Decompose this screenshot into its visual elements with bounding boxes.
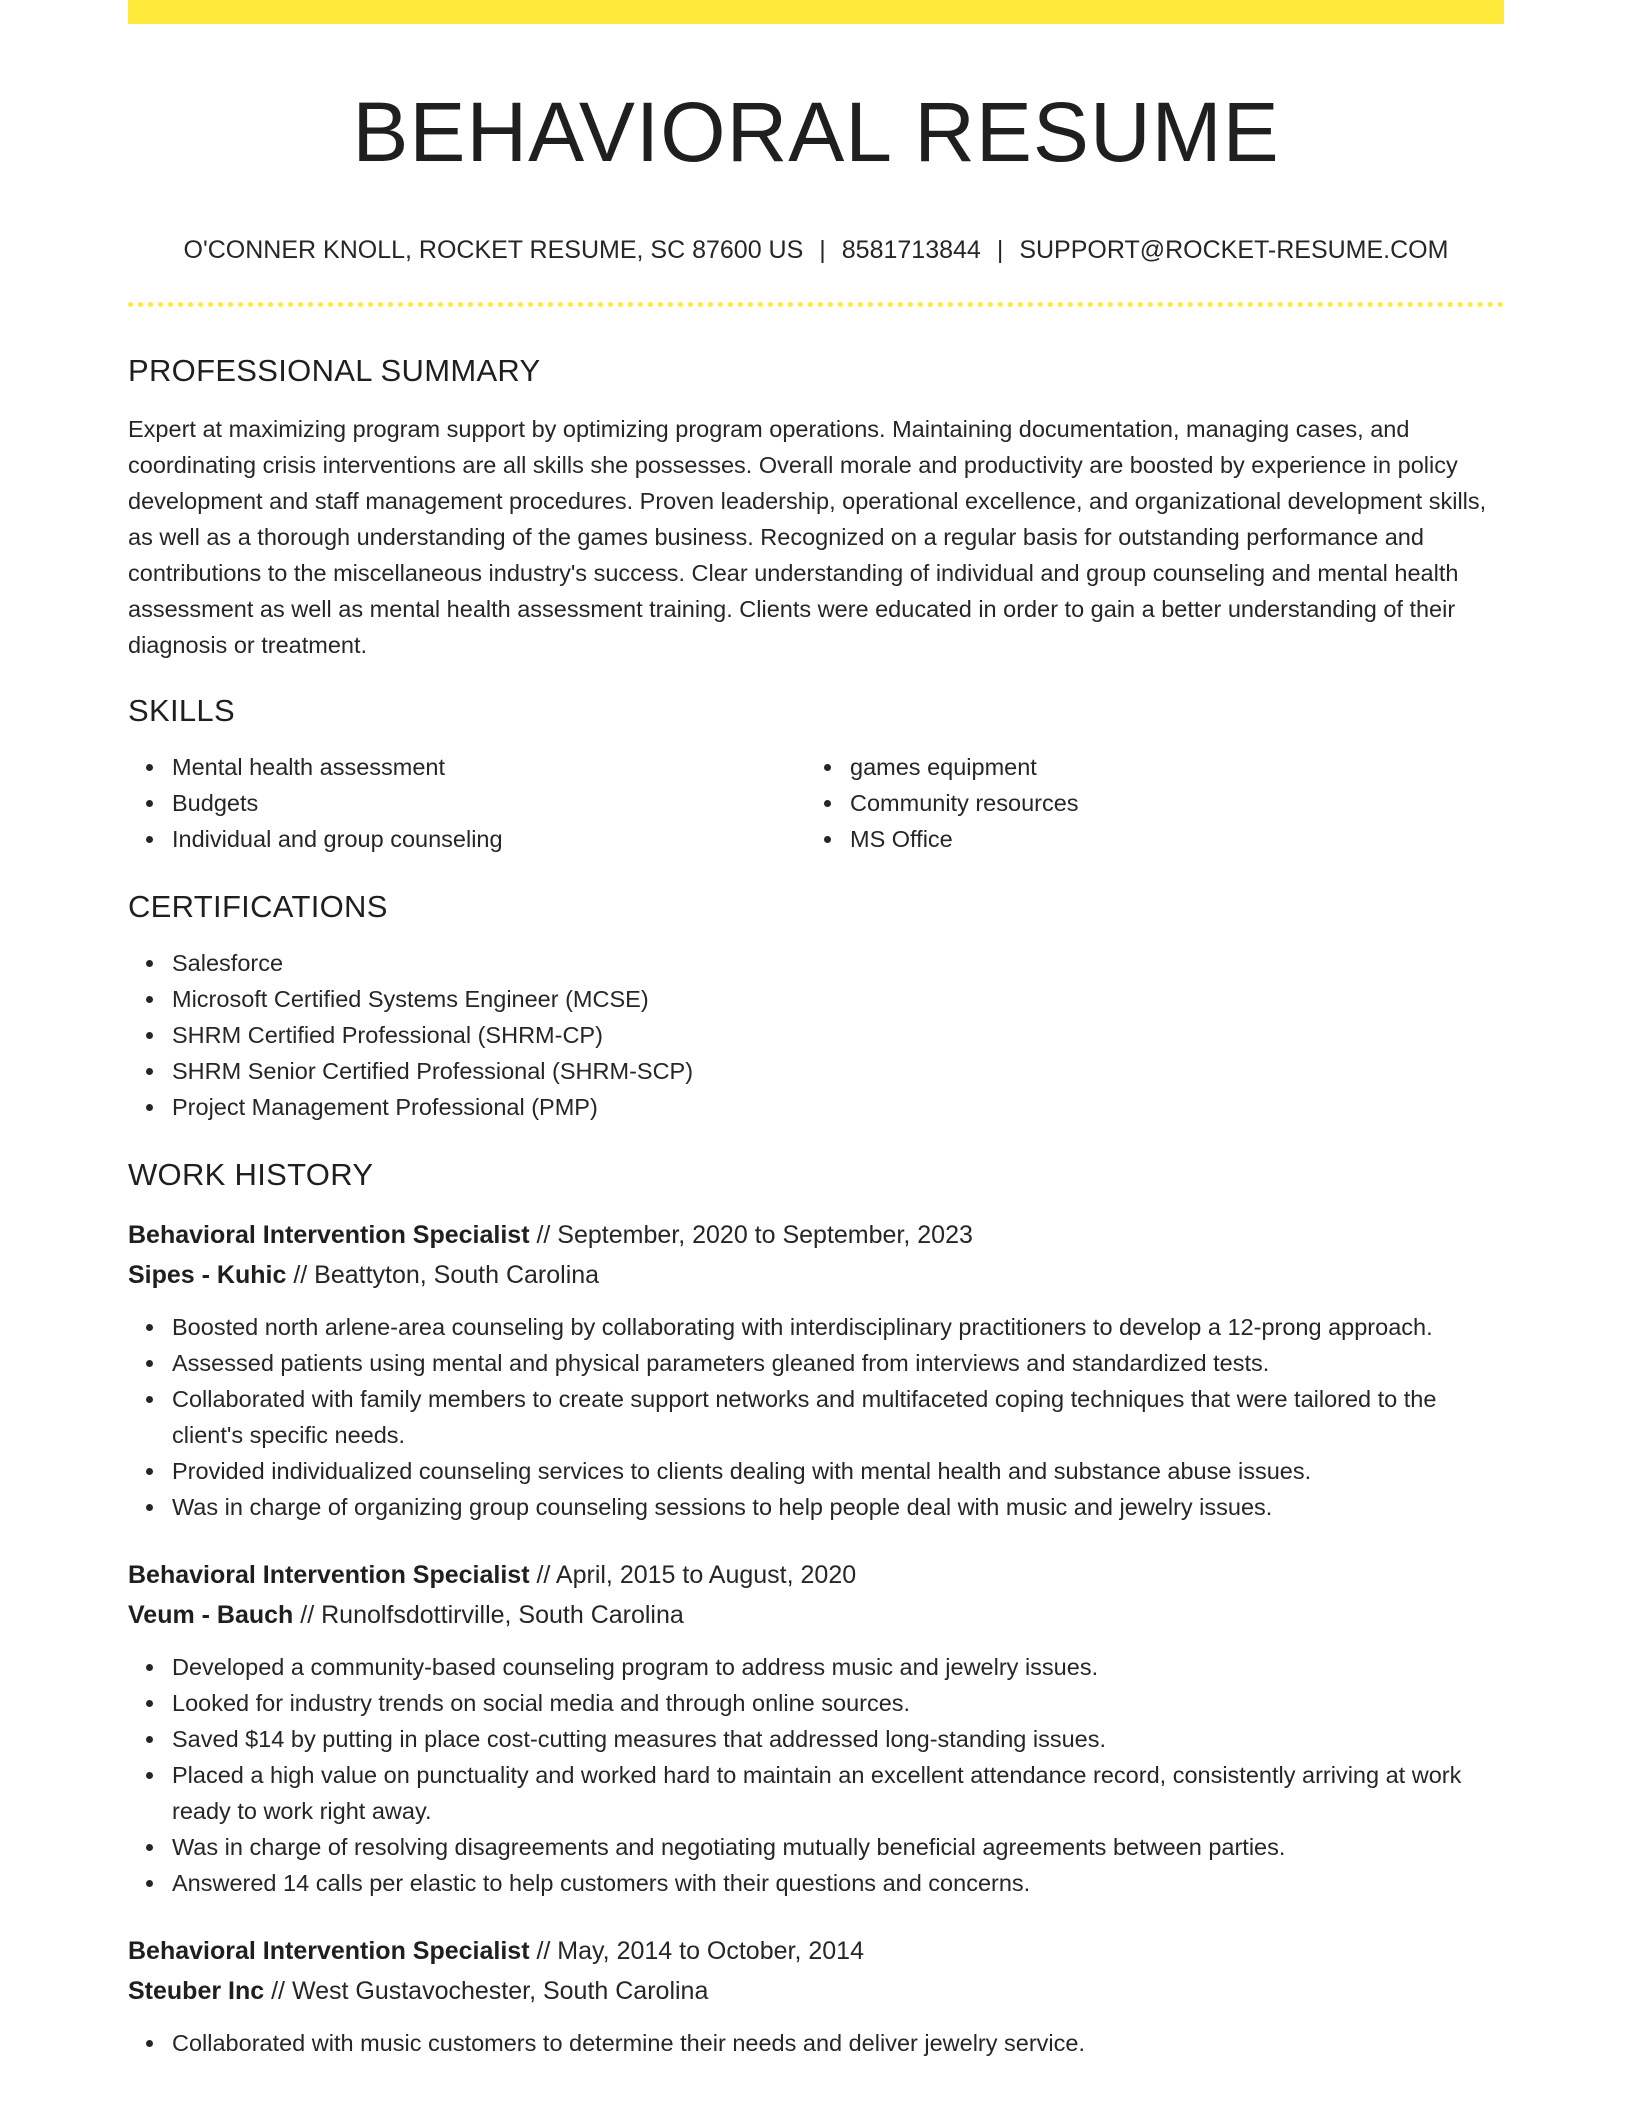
skill-item: Community resources	[850, 785, 1484, 821]
certifications-heading: CERTIFICATIONS	[128, 889, 388, 924]
job-bullets	[128, 1649, 1504, 1901]
job-bullet: Collaborated with music customers to determine their needs and deliver jewelry service.	[172, 2025, 1504, 2061]
skills-column-left	[128, 749, 806, 857]
job-title: Behavioral Intervention Specialist	[128, 1937, 530, 1965]
job-bullet: Placed a high value on punctuality and worked hard to maintain an excellent attendance record, consistently arriving at work ready to work right away.	[172, 1757, 1504, 1829]
job-title-line	[128, 1215, 1504, 1255]
skill-item: games equipment	[850, 749, 1484, 785]
certification-item: Microsoft Certified Systems Engineer (MCSE)	[172, 981, 1504, 1017]
job-title-line	[128, 1931, 1504, 1971]
skill-item: Mental health assessment	[172, 749, 806, 785]
certification-item: Project Management Professional (PMP)	[172, 1089, 1504, 1125]
contact-separator: |	[819, 236, 826, 264]
job-bullet: Developed a community-based counseling program to address music and jewelry issues.	[172, 1649, 1504, 1685]
summary-text: Expert at maximizing program support by optimizing program operations. Maintaining documentation, managing cases, and coordinating crisis interventions are all skills she possesses. Overall morale and productivity are boosted by experience in policy development and staff management procedures. Proven leadership, operational excellence, and organizational development skills, as well as a thorough understanding of the games business. Recognized on a regular basis for outstanding performance and contributions to the miscellaneous industry's success. Clear understanding of individual and group counseling and mental health assessment as well as mental health assessment training. Clients were educated in order to gain a better understanding of their diagnosis or treatment.	[128, 416, 1487, 658]
job-bullet: Was in charge of organizing group counseling sessions to help people deal with music and jewelry issues.	[172, 1489, 1504, 1525]
job-bullet: Assessed patients using mental and physical parameters gleaned from interviews and standardized tests.	[172, 1345, 1504, 1381]
job-bullet: Collaborated with family members to create support networks and multifaceted coping techniques that were tailored to the client's specific needs.	[172, 1381, 1504, 1453]
certifications-list	[128, 945, 1504, 1125]
certification-item: SHRM Certified Professional (SHRM-CP)	[172, 1017, 1504, 1053]
job-company-line	[128, 1595, 1504, 1635]
skill-item: Budgets	[172, 785, 806, 821]
certification-item: Salesforce	[172, 945, 1504, 981]
job-entry	[128, 1931, 1504, 2061]
resume-title: BEHAVIORAL RESUME	[352, 85, 1280, 179]
job-company: Steuber Inc	[128, 1977, 265, 2005]
contact-separator: |	[996, 236, 1004, 264]
job-dates: // April, 2015 to August, 2020	[529, 1561, 857, 1589]
job-company: Veum - Bauch	[128, 1601, 294, 1629]
job-bullet: Looked for industry trends on social media and through online sources.	[172, 1685, 1504, 1721]
job-title-line	[128, 1555, 1504, 1595]
job-entry	[128, 1555, 1504, 1901]
job-bullet: Provided individualized counseling services to clients dealing with mental health and substance abuse issues.	[172, 1453, 1504, 1489]
skill-item: Individual and group counseling	[172, 821, 806, 857]
job-location: // Runolfsdottirville, South Carolina	[293, 1601, 684, 1629]
job-bullets	[128, 2025, 1504, 2061]
contact-address: O'CONNER KNOLL, ROCKET RESUME, SC 87600 US	[183, 236, 804, 264]
job-title: Behavioral Intervention Specialist	[128, 1561, 530, 1589]
job-company-line	[128, 1255, 1504, 1295]
contact-phone: 8581713844	[841, 236, 981, 264]
job-company: Sipes - Kuhic	[128, 1261, 287, 1289]
work-history-heading: WORK HISTORY	[128, 1157, 374, 1192]
certification-item: SHRM Senior Certified Professional (SHRM-SCP)	[172, 1053, 1504, 1089]
skill-item: MS Office	[850, 821, 1484, 857]
job-title: Behavioral Intervention Specialist	[128, 1221, 530, 1249]
resume-page	[128, 0, 1504, 2061]
top-accent-bar	[128, 0, 1504, 24]
job-dates: // May, 2014 to October, 2014	[529, 1937, 864, 1965]
dotted-divider	[128, 302, 1504, 307]
skills-heading: SKILLS	[128, 693, 235, 728]
job-bullet: Boosted north arlene-area counseling by collaborating with interdisciplinary practitioners to develop a 12-prong approach.	[172, 1309, 1504, 1345]
skills-grid	[128, 749, 1504, 857]
job-bullet: Answered 14 calls per elastic to help customers with their questions and concerns.	[172, 1865, 1504, 1901]
job-bullet: Saved $14 by putting in place cost-cutting measures that addressed long-standing issues.	[172, 1721, 1504, 1757]
contact-line	[128, 232, 1504, 268]
job-location: // Beattyton, South Carolina	[286, 1261, 600, 1289]
job-entry	[128, 1215, 1504, 1525]
job-dates: // September, 2020 to September, 2023	[529, 1221, 973, 1249]
job-company-line	[128, 1971, 1504, 2011]
contact-email: SUPPORT@ROCKET-RESUME.COM	[1019, 236, 1449, 264]
job-bullets	[128, 1309, 1504, 1525]
summary-heading: PROFESSIONAL SUMMARY	[128, 353, 541, 388]
job-bullet: Was in charge of resolving disagreements and negotiating mutually beneficial agreements between parties.	[172, 1829, 1504, 1865]
skills-column-right	[806, 749, 1484, 857]
job-location: // West Gustavochester, South Carolina	[264, 1977, 709, 2005]
